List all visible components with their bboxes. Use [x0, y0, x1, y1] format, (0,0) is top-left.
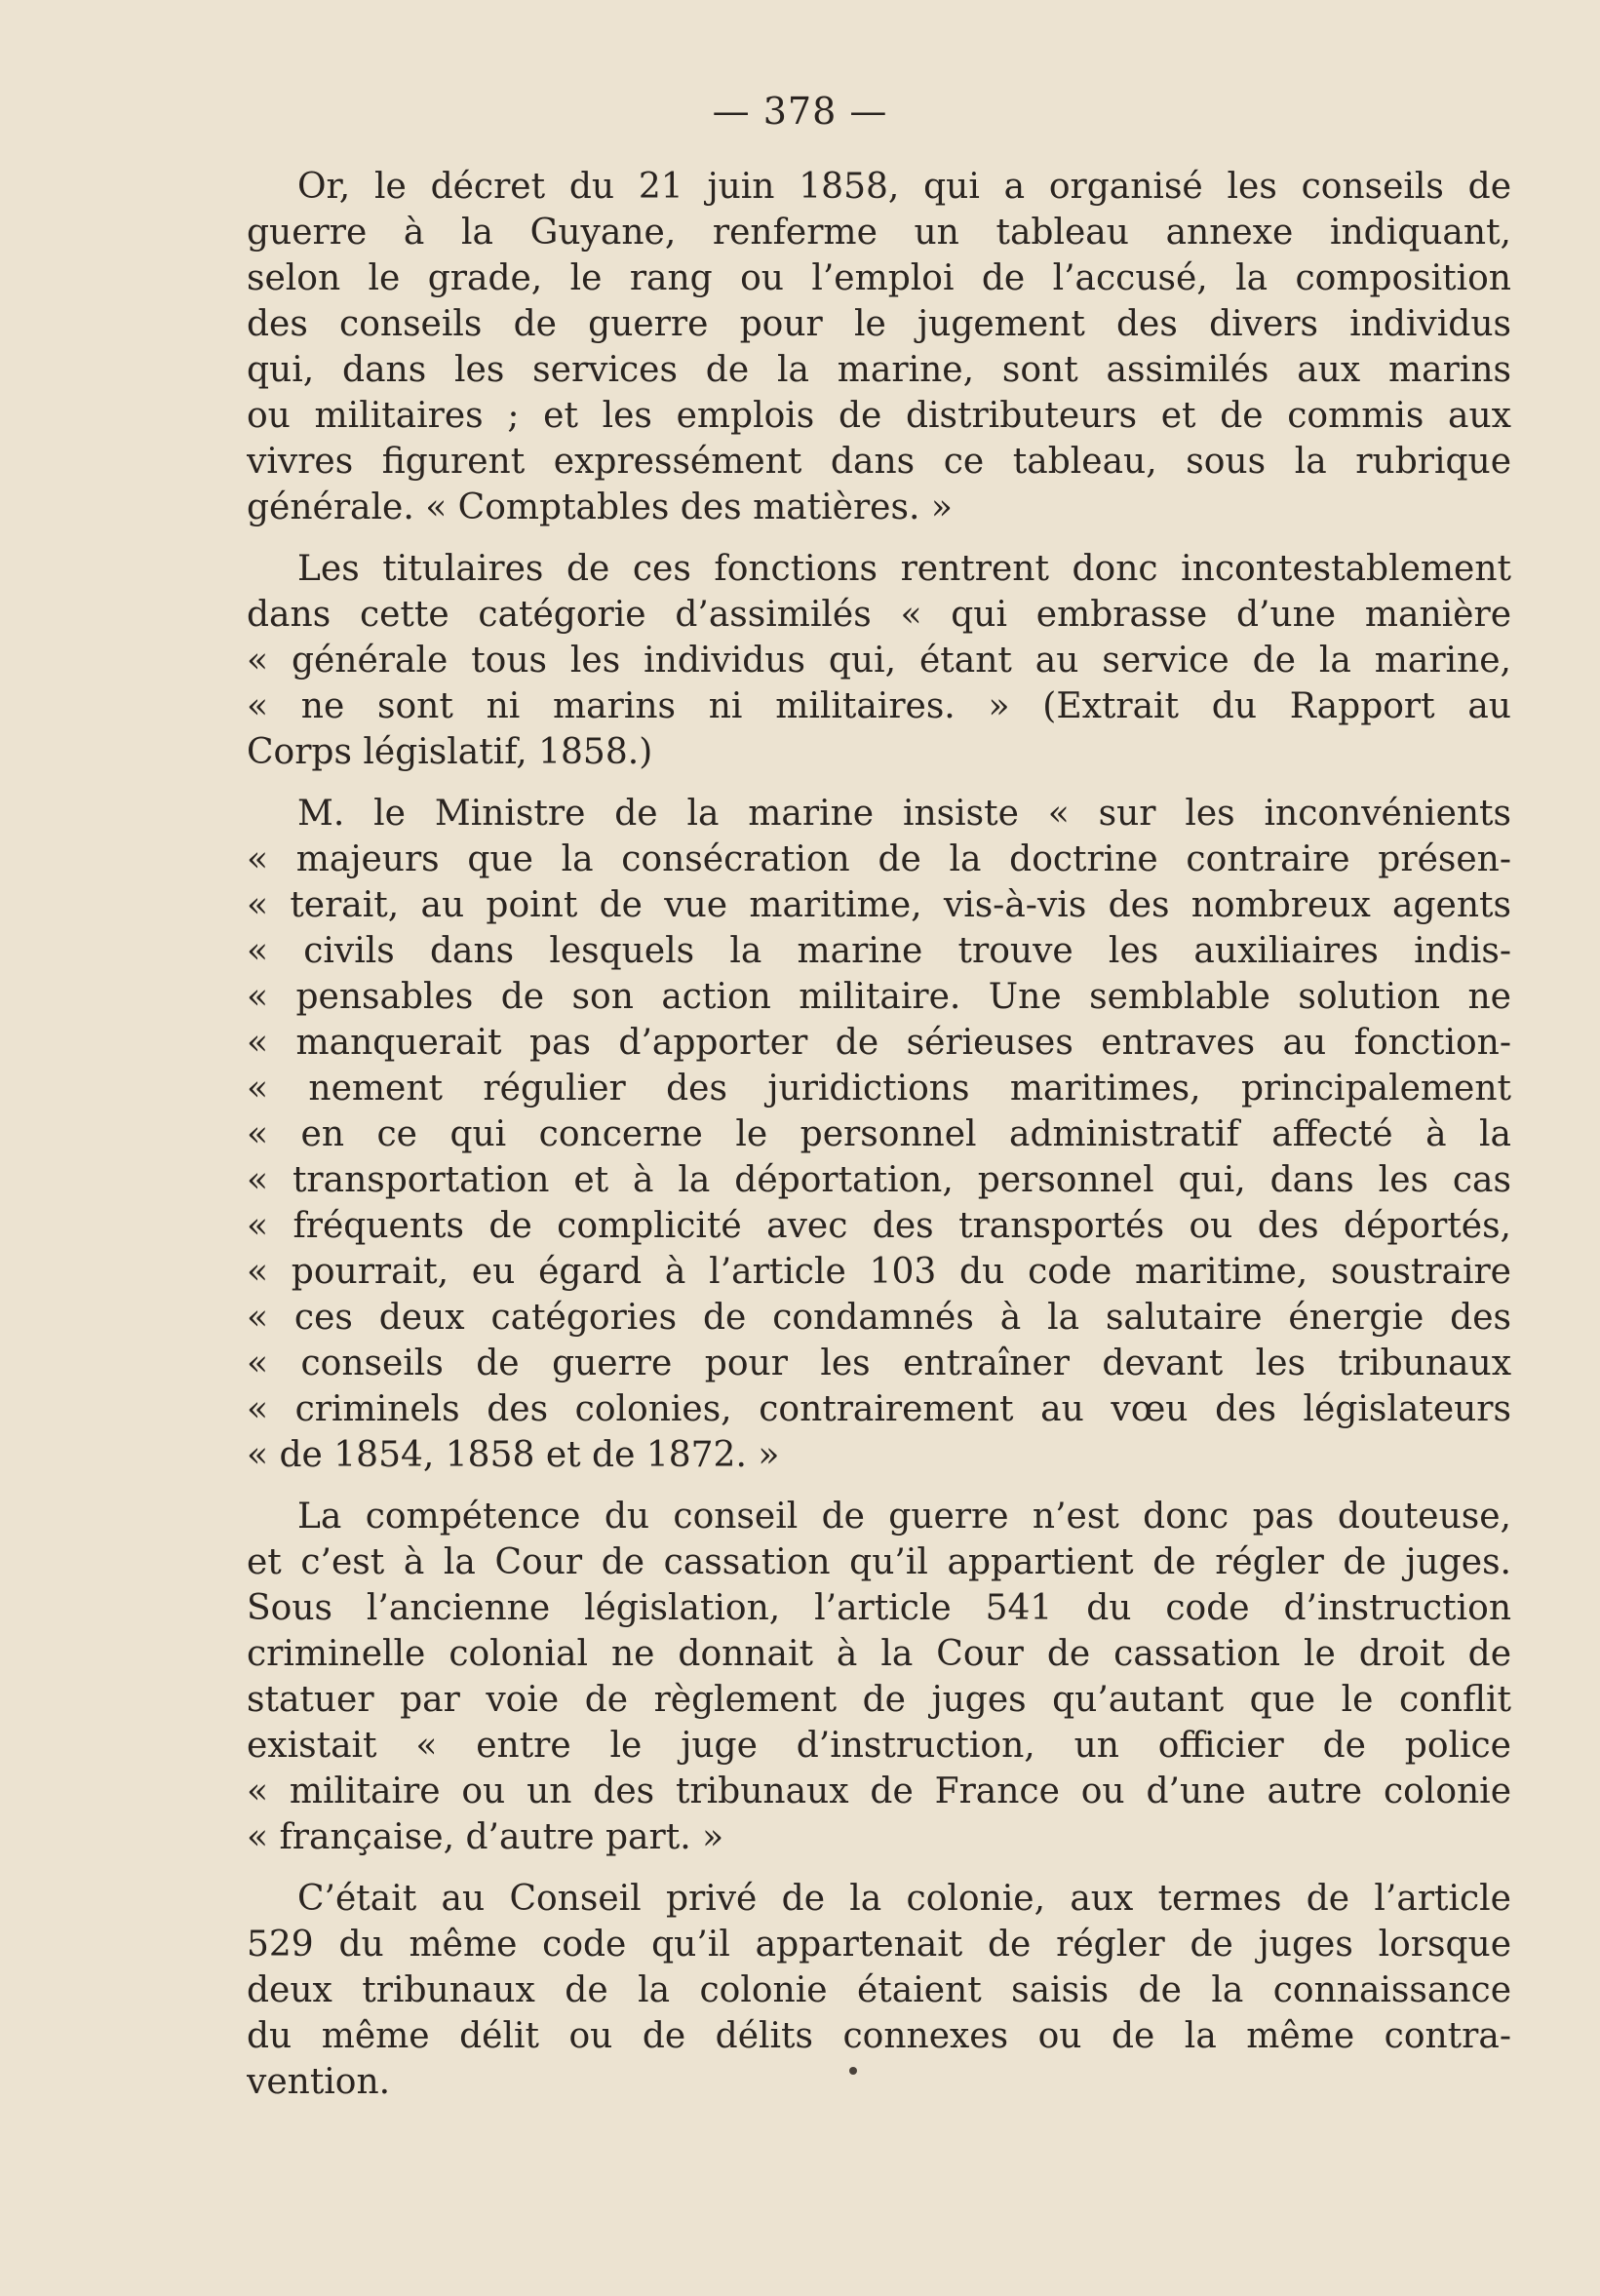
- paragraph-gap: [247, 1478, 1511, 1494]
- text-line: « ne sont ni marins ni militaires. » (Extrait du Rapport au: [247, 686, 1511, 726]
- text-line: générale. « Comptables des matières. »: [247, 487, 953, 527]
- text-line: « de 1854, 1858 et de 1872. »: [247, 1435, 780, 1475]
- text-line: Les titulaires de ces fonctions rentrent donc incontestablement: [297, 549, 1511, 589]
- paragraph: [247, 1494, 1511, 1860]
- text-line: Or, le décret du 21 juin 1858, qui a organisé les conseils de: [297, 167, 1511, 207]
- text-line: des conseils de guerre pour le jugement des divers individus: [247, 304, 1511, 344]
- text-line: existait « entre le juge d’instruction, un officier de police: [247, 1726, 1511, 1766]
- paragraph-gap: [247, 775, 1511, 791]
- text-line: du même délit ou de délits connexes ou de la même contra-: [247, 2016, 1511, 2056]
- paragraph-gap: [247, 1860, 1511, 1876]
- text-line: Corps législatif, 1858.): [247, 732, 653, 772]
- text-line: « manquerait pas d’apporter de sérieuses entraves au fonction-: [247, 1023, 1511, 1063]
- text-line: « générale tous les individus qui, étant au service de la marine,: [247, 641, 1511, 681]
- paragraph: [247, 1876, 1511, 2105]
- text-line: statuer par voie de règlement de juges qu’autant que le conflit: [247, 1680, 1511, 1720]
- text-line: « terait, au point de vue maritime, vis-à-vis des nombreux agents: [247, 885, 1511, 925]
- text-line: C’était au Conseil privé de la colonie, aux termes de l’article: [297, 1879, 1511, 1919]
- text-line: La compétence du conseil de guerre n’est donc pas douteuse,: [297, 1497, 1511, 1537]
- text-line: « conseils de guerre pour les entraîner devant les tribunaux: [247, 1343, 1511, 1383]
- text-line: « française, d’autre part. »: [247, 1817, 724, 1857]
- text-line: ou militaires ; et les emplois de distributeurs et de commis aux: [247, 396, 1511, 436]
- text-line: « criminels des colonies, contrairement au vœu des législateurs: [247, 1389, 1511, 1429]
- text-line: guerre à la Guyane, renferme un tableau annexe indiquant,: [247, 213, 1511, 253]
- text-line: selon le grade, le rang ou l’emploi de l’accusé, la composition: [247, 258, 1511, 298]
- page-number: — 378 —: [712, 90, 888, 133]
- text-line: criminelle colonial ne donnait à la Cour de cassation le droit de: [247, 1634, 1511, 1674]
- body-text: [247, 164, 1511, 2105]
- text-line: « civils dans lesquels la marine trouve les auxiliaires indis-: [247, 931, 1511, 971]
- text-line: « majeurs que la consécration de la doctrine contraire présen-: [247, 839, 1511, 879]
- text-line: Sous l’ancienne législation, l’article 541 du code d’instruction: [247, 1588, 1511, 1628]
- text-line: « ces deux catégories de condamnés à la salutaire énergie des: [247, 1298, 1511, 1338]
- text-line: « nement régulier des juridictions maritimes, principalement: [247, 1069, 1511, 1109]
- text-line: « pourrait, eu égard à l’article 103 du code maritime, soustraire: [247, 1252, 1511, 1292]
- text-line: 529 du même code qu’il appartenait de régler de juges lorsque: [247, 1925, 1511, 1965]
- paragraph: [247, 791, 1511, 1478]
- text-line: « militaire ou un des tribunaux de France ou d’une autre colonie: [247, 1771, 1511, 1811]
- text-line: vention.: [247, 2062, 391, 2102]
- paragraph: [247, 164, 1511, 530]
- ink-speck: [849, 2067, 857, 2075]
- text-line: qui, dans les services de la marine, sont assimilés aux marins: [247, 350, 1511, 390]
- paragraph: [247, 546, 1511, 775]
- text-line: « en ce qui concerne le personnel administratif affecté à la: [247, 1114, 1511, 1154]
- text-line: vivres figurent expressément dans ce tableau, sous la rubrique: [247, 442, 1511, 482]
- text-line: « transportation et à la déportation, personnel qui, dans les cas: [247, 1160, 1511, 1200]
- text-line: M. le Ministre de la marine insiste « sur les inconvénients: [297, 794, 1511, 834]
- text-line: dans cette catégorie d’assimilés « qui embrasse d’une manière: [247, 595, 1511, 635]
- paragraph-gap: [247, 530, 1511, 546]
- text-line: « pensables de son action militaire. Une semblable solution ne: [247, 977, 1511, 1017]
- text-line: « fréquents de complicité avec des transportés ou des déportés,: [247, 1206, 1511, 1246]
- text-line: et c’est à la Cour de cassation qu’il appartient de régler de juges.: [247, 1542, 1511, 1582]
- text-line: deux tribunaux de la colonie étaient saisis de la connaissance: [247, 1970, 1511, 2010]
